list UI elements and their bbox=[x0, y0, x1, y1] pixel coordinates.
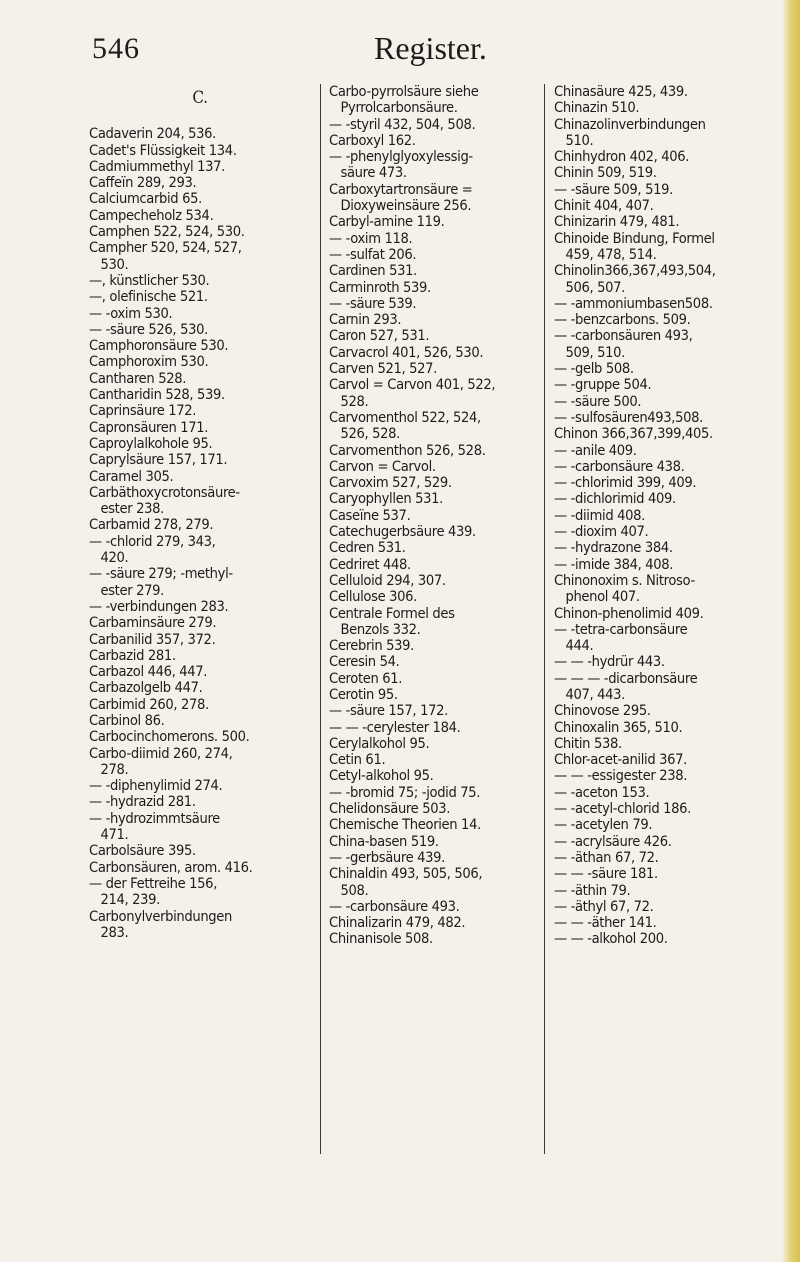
index-entry: Celluloid 294, 307. bbox=[329, 571, 446, 589]
index-entry: 444. bbox=[554, 637, 594, 655]
index-entry: säure 473. bbox=[329, 164, 407, 182]
index-entry: Chlor-acet-anilid 367. bbox=[554, 751, 687, 769]
index-entry: — -säure 157, 172. bbox=[329, 702, 448, 720]
index-entry: Caffeïn 289, 293. bbox=[89, 174, 197, 192]
index-entry: Chinalizarin 479, 482. bbox=[329, 914, 466, 932]
index-entry: Calciumcarbid 65. bbox=[89, 190, 202, 208]
index-entry: Carbazol 446, 447. bbox=[89, 663, 208, 681]
index-entry: Cetin 61. bbox=[329, 751, 386, 769]
index-entry: Carbocinchomerons. 500. bbox=[89, 728, 250, 746]
index-entry: Camphen 522, 524, 530. bbox=[89, 223, 245, 241]
index-entry: ester 238. bbox=[89, 500, 164, 518]
index-entry: — -hydrozimmtsäure bbox=[89, 809, 220, 827]
index-entry: Benzols 332. bbox=[329, 620, 421, 638]
page-header bbox=[0, 22, 800, 72]
index-entry: Campher 520, 524, 527, bbox=[89, 239, 242, 257]
index-entry: Carvoxim 527, 529. bbox=[329, 474, 452, 492]
index-entry: — -säure 526, 530. bbox=[89, 320, 208, 338]
index-entry: — -gelb 508. bbox=[554, 360, 634, 378]
index-entry: Caryophyllen 531. bbox=[329, 490, 443, 508]
index-entry: Carvon = Carvol. bbox=[329, 457, 436, 475]
index-entry: — -benzcarbons. 509. bbox=[554, 311, 691, 329]
index-entry: Cerotin 95. bbox=[329, 685, 398, 703]
index-entry: Carbonylverbindungen bbox=[89, 907, 232, 925]
index-entry: — -hydrazone 384. bbox=[554, 539, 673, 557]
index-entry: 530. bbox=[89, 255, 129, 273]
index-entry: — -carbonsäure 438. bbox=[554, 457, 685, 475]
index-entry: Carbanilid 357, 372. bbox=[89, 630, 216, 648]
index-entry: — -sulfat 206. bbox=[329, 245, 417, 263]
index-entry: Cantharidin 528, 539. bbox=[89, 386, 225, 404]
index-entry: 526, 528. bbox=[329, 425, 400, 443]
index-entry: 508. bbox=[329, 881, 369, 899]
index-entry: Carvomenthon 526, 528. bbox=[329, 441, 486, 459]
index-entry: Carbimid 260, 278. bbox=[89, 695, 209, 713]
index-entry: Carbonsäuren, arom. 416. bbox=[89, 858, 253, 876]
index-entry: Cerebrin 539. bbox=[329, 637, 414, 655]
index-entry: Cantharen 528. bbox=[89, 369, 187, 387]
index-entry: — — -hydrür 443. bbox=[554, 653, 665, 671]
index-entry: Cedren 531. bbox=[329, 539, 406, 557]
index-entry: Caramel 305. bbox=[89, 467, 174, 485]
index-entry: 407, 443. bbox=[554, 685, 625, 703]
index-entry: Camphoroxim 530. bbox=[89, 353, 209, 371]
index-entry: Catechugerbsäure 439. bbox=[329, 523, 476, 541]
index-entry: — -diphenylimid 274. bbox=[89, 777, 223, 795]
index-entry: Chinonoxim s. Nitroso- bbox=[554, 571, 695, 589]
index-entry: Carbamid 278, 279. bbox=[89, 516, 214, 534]
index-entry: Carbazolgelb 447. bbox=[89, 679, 203, 697]
index-entry: Carbo-diimid 260, 274, bbox=[89, 744, 233, 762]
index-entry: Capronsäuren 171. bbox=[89, 418, 209, 436]
index-entry: — -äthyl 67, 72. bbox=[554, 897, 654, 915]
index-entry: Carbaminsäure 279. bbox=[89, 614, 217, 632]
index-entry: Chinhydron 402, 406. bbox=[554, 148, 690, 166]
index-entry: Chinoide Bindung, Formel bbox=[554, 229, 715, 247]
index-entry: — — -säure 181. bbox=[554, 865, 658, 883]
index-entry: — — -essigester 238. bbox=[554, 767, 688, 785]
index-entry: 471. bbox=[89, 826, 129, 844]
index-entry: Carnin 293. bbox=[329, 311, 402, 329]
index-entry: — -säure 539. bbox=[329, 294, 417, 312]
index-entry: ester 279. bbox=[89, 581, 164, 599]
index-entry: China-basen 519. bbox=[329, 832, 439, 850]
index-entry: — -acetyl-chlorid 186. bbox=[554, 800, 691, 818]
index-entry: — -carbonsäure 493. bbox=[329, 897, 460, 915]
index-entry: Chinazolinverbindungen bbox=[554, 115, 706, 133]
index-column-3 bbox=[554, 84, 774, 948]
index-entry: Chinon 366,367,399,405. bbox=[554, 425, 713, 443]
index-entry: Carbo-pyrrolsäure siehe bbox=[329, 83, 479, 100]
index-entry: Campecheholz 534. bbox=[89, 206, 214, 224]
index-entry: Pyrrolcarbonsäure. bbox=[329, 99, 458, 117]
index-entry: Caseïne 537. bbox=[329, 506, 411, 524]
index-entry: Chinon-phenolimid 409. bbox=[554, 604, 704, 622]
index-entry: — — -äther 141. bbox=[554, 914, 657, 932]
index-entry: phenol 407. bbox=[554, 588, 640, 606]
index-entry: — -säure 509, 519. bbox=[554, 180, 673, 198]
index-entry: 420. bbox=[89, 549, 129, 567]
index-entry: Carvacrol 401, 526, 530. bbox=[329, 343, 484, 361]
index-entry: Ceroten 61. bbox=[329, 669, 403, 687]
index-entry: Chinazin 510. bbox=[554, 99, 640, 117]
index-entry: Chinanisole 508. bbox=[329, 930, 433, 948]
index-entry: Chinoxalin 365, 510. bbox=[554, 718, 683, 736]
index-entry: Chitin 538. bbox=[554, 734, 622, 752]
index-entry: — -hydrazid 281. bbox=[89, 793, 196, 811]
index-entry: — -acetylen 79. bbox=[554, 816, 653, 834]
section-letter: C. bbox=[192, 88, 208, 108]
index-column-1 bbox=[89, 84, 311, 941]
index-entry: — -oxim 530. bbox=[89, 304, 173, 322]
index-entry: — -ammoniumbasen508. bbox=[554, 294, 713, 312]
index-entry: Carboxyl 162. bbox=[329, 131, 416, 149]
index-entry: Carbazid 281. bbox=[89, 646, 176, 664]
index-entry: — -säure 500. bbox=[554, 392, 642, 410]
index-entry: Caproylalkohole 95. bbox=[89, 434, 213, 452]
index-entry: Caprylsäure 157, 171. bbox=[89, 451, 228, 469]
index-entry: Carven 521, 527. bbox=[329, 360, 437, 378]
index-entry: Centrale Formel des bbox=[329, 604, 455, 622]
index-entry: — -sulfosäuren493,508. bbox=[554, 408, 703, 426]
index-entry: Chinasäure 425, 439. bbox=[554, 83, 688, 100]
index-entry: 278. bbox=[89, 760, 129, 778]
index-entry: Cardinen 531. bbox=[329, 262, 417, 280]
index-entry: Chinolin366,367,493,504, bbox=[554, 262, 716, 280]
page-edge bbox=[782, 0, 800, 1262]
index-entry: — -gruppe 504. bbox=[554, 376, 652, 394]
index-entry: 283. bbox=[89, 923, 129, 941]
index-entry: Chinizarin 479, 481. bbox=[554, 213, 680, 231]
index-entry: — der Fettreihe 156, bbox=[89, 874, 218, 892]
index-entry: Carvomenthol 522, 524, bbox=[329, 408, 481, 426]
index-entry: Cellulose 306. bbox=[329, 588, 417, 606]
index-entry: Carvol = Carvon 401, 522, bbox=[329, 376, 496, 394]
index-entry: Chinin 509, 519. bbox=[554, 164, 657, 182]
index-entry: — -äthin 79. bbox=[554, 881, 631, 899]
index-entry: — -äthan 67, 72. bbox=[554, 848, 659, 866]
index-entry: Carbyl-amine 119. bbox=[329, 213, 445, 231]
index-entry: — -diimid 408. bbox=[554, 506, 645, 524]
index-entry: 528. bbox=[329, 392, 369, 410]
index-entry: —, olefinische 521. bbox=[89, 288, 208, 306]
index-entry: Chinovose 295. bbox=[554, 702, 651, 720]
index-entry: — -chlorid 279, 343, bbox=[89, 532, 216, 550]
index-entry: — -aceton 153. bbox=[554, 783, 650, 801]
index-entry: — -styril 432, 504, 508. bbox=[329, 115, 476, 133]
index-entry: — -anile 409. bbox=[554, 441, 637, 459]
index-entry: Carboxytartronsäure = bbox=[329, 180, 473, 198]
index-entry: Chinaldin 493, 505, 506, bbox=[329, 865, 483, 883]
column-rule-left bbox=[320, 84, 321, 1154]
page-number: 546 bbox=[92, 32, 140, 65]
index-entry: — -dioxim 407. bbox=[554, 523, 649, 541]
index-entry: Carbäthoxycrotonsäure- bbox=[89, 483, 240, 501]
index-entry: — -carbonsäuren 493, bbox=[554, 327, 693, 345]
index-entry: 459, 478, 514. bbox=[554, 245, 657, 263]
index-entry: — — — -dicarbonsäure bbox=[554, 669, 698, 687]
index-entry: — -chlorimid 399, 409. bbox=[554, 474, 697, 492]
index-entry: 510. bbox=[554, 131, 594, 149]
index-entry: — -bromid 75; -jodid 75. bbox=[329, 783, 481, 801]
index-entry: Chelidonsäure 503. bbox=[329, 800, 451, 818]
index-entry: Cerylalkohol 95. bbox=[329, 734, 430, 752]
index-column-2 bbox=[329, 84, 538, 948]
index-entry: — -säure 279; -methyl- bbox=[89, 565, 233, 583]
index-entry: 506, 507. bbox=[554, 278, 625, 296]
index-entry: Cadmiummethyl 137. bbox=[89, 157, 225, 175]
page-title: Register. bbox=[374, 30, 487, 66]
index-entry: Chinit 404, 407. bbox=[554, 197, 654, 215]
index-entry: Caprinsäure 172. bbox=[89, 402, 197, 420]
index-entry: Carminroth 539. bbox=[329, 278, 431, 296]
index-entry: Cadaverin 204, 536. bbox=[89, 125, 216, 143]
index-entry: Dioxyweinsäure 256. bbox=[329, 197, 472, 215]
index-entry: —, künstlicher 530. bbox=[89, 271, 210, 289]
index-entry: — — -alkohol 200. bbox=[554, 930, 668, 948]
column-rule-right bbox=[544, 84, 545, 1154]
index-entry: Ceresin 54. bbox=[329, 653, 400, 671]
index-entry: — -imide 384, 408. bbox=[554, 555, 674, 573]
index-entry: Cadet's Flüssigkeit 134. bbox=[89, 141, 237, 159]
index-entry: 509, 510. bbox=[554, 343, 625, 361]
index-entry: — — -cerylester 184. bbox=[329, 718, 461, 736]
index-entry: — -oxim 118. bbox=[329, 229, 413, 247]
index-entry: Camphoronsäure 530. bbox=[89, 337, 229, 355]
index-entry: — -gerbsäure 439. bbox=[329, 848, 445, 866]
index-entry: Carbinol 86. bbox=[89, 711, 165, 729]
index-entry: Cedriret 448. bbox=[329, 555, 411, 573]
index-entry: — -dichlorimid 409. bbox=[554, 490, 676, 508]
index-entry: Carbolsäure 395. bbox=[89, 842, 196, 860]
index-entry: — -verbindungen 283. bbox=[89, 597, 229, 615]
index-entry: Chemische Theorien 14. bbox=[329, 816, 481, 834]
index-entry: Caron 527, 531. bbox=[329, 327, 430, 345]
index-entry: 214, 239. bbox=[89, 891, 160, 909]
index-entry: — -tetra-carbonsäure bbox=[554, 620, 688, 638]
index-entry: Cetyl-alkohol 95. bbox=[329, 767, 434, 785]
index-entry: — -phenylglyoxylessig- bbox=[329, 148, 473, 166]
index-entry: — -acrylsäure 426. bbox=[554, 832, 672, 850]
